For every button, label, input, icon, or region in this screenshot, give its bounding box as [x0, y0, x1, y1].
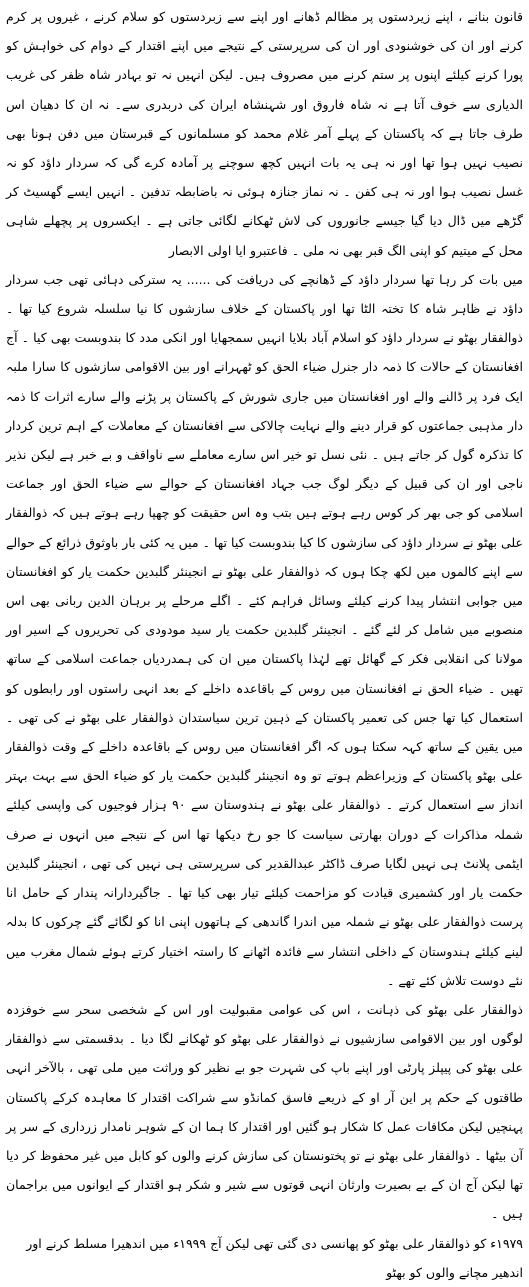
- article-paragraph-1: قانون بنانے ، اپنے زیردستوں پر مظالم ڈھانے اور اپنے سے زبردستوں کو سلام کرنے ، غیروں پر کرم کرنے اور ان کی خوشنودی اور ان کی سرپرستی کے نتیجے میں اپنے اقتدار کے دوام کی خواہش کو پورا کرنے کیلئے اپنوں پر ستم کرنے میں مصروف ہیں۔ لیکن انہیں نہ تو بہادر شاہ ظفر کی غریب الدیاری سے خوف آتا ہے نہ شاہ فاروق اور شہنشاہ ایران کی دربدری سے۔ نہ ان کا دھیان اس طرف جاتا ہے کہ پاکستان کے پہلے آمر غلام محمد کو مسلمانوں کے قبرستان میں دفن ہونا بھی نصیب نہیں ہوا تھا اور نہ ہی یہ بات انہیں کچھ سوچنے پر آمادہ کرے گی کہ سردار داؤد کو نہ غسل نصیب ہوا اور نہ ہی کفن ۔ نہ نماز جنازہ ہوئی نہ باضابطہ تدفین ۔ انہیں ایسے گھسیٹ کر گڑھے میں ڈال دیا گیا جیسے جانوروں کی لاش ٹھکانے لگائی جاتی ہے ۔ ایکسروں پر پچھلے شاہی محل کے میتیم کو اپنی الگ قبر بھی نہ ملی ۔ فاعتبرو ایا اولی الابصار: [6, 9, 523, 258]
- article-paragraph-4: ۱۹۷۹ء کو ذوالفقار علی بھٹو کو پھانسی دی گئی تھی لیکن آج ۱۹۹۹ء میں اندھیرا مسلط کرنے اور اندھیر مچانے والوں کو بھٹو: [26, 1235, 523, 1280]
- article-paragraph-2: میں بات کر رہا تھا سردار داؤد کے ڈھانچے کی دریافت کی ...... یہ سترکی دہائی تھی جب سردار داؤد نے ظاہر شاہ کا تختہ الٹا تھا اور پاکستان کے خلاف سازشوں کا نیا سلسلہ شروع کیا تھا ۔ ذوالفقار بھٹو نے سردار داؤد کو اسلام آباد بلایا انہیں سمجھایا اور انکی مدد کا بندوبست بھی کیا ۔ آج افغانستان کے حالات کا ذمہ دار جنرل ضیاء الحق کو ٹھہرانے اور بین الاقوامی سازشوں کا سارا ملبہ ایک فرد پر ڈالنے والے اور افغانستان میں جاری شورش کے پاکستان پر پڑنے والے سارے اثرات کا ذمہ دار مذہبی جماعتوں کو قرار دینے والے نہایت چالاکی سے افغانستان کے معاملات کے اہم ترین کردار کا تذکرہ گول کر جاتے ہیں ۔ نئی نسل تو خیر اس سارے معاملے سے ناواقف و بے خبر ہے لیکن نذیر ناجی اور ان کی قبیل کے دیگر لوگ جب جہاد افغانستان کے حوالے سے ضیاء الحق اور جماعت اسلامی کو جی بھر کر کوس رہے ہوتے ہیں بتب وہ اس حقیقت کو چھپا رہے ہوتے ہیں کہ ذوالفقار علی بھٹو نے سردار داؤد کی سازشوں کا کیا بندوبست کیا تھا ۔ میں یہ کئی بار باوثوق ذرائع کے حوالے سے اپنے کالموں میں لکھ چکا ہوں کہ ذوالفقار علی بھٹو نے انجینئر گلبدین حکمت یار کو افغانستان میں جوابی انتشار پیدا کرنے کیلئے وسائل فراہم کئے ۔ اگلے مرحلے پر برہان الدین ربانی بھی اس منصوبے میں شامل کر لئے گئے ۔ انجینئر گلبدین حکمت یار سید مودودی کی تحریروں کے اسیر اور مولانا کی انقلابی فکر کے گھائل تھے لہٰذا پاکستان میں ان کی ہمدردیاں جماعت اسلامی کے ساتھ تھیں ۔ ضیاء الحق نے افغانستان میں روس کے باقاعدہ داخلے کے بعد انہی راستوں اور رابطوں کو استعمال کیا تھا جس کی تعمیر پاکستان کے ذہین ترین سیاستدان ذوالفقار علی بھٹو نے کی تھی ۔ میں یقین کے ساتھ کہہ سکتا ہوں کہ اگر افغانستان میں روس کے باقاعدہ داخلے کے وقت ذوالفقار علی بھٹو پاکستان کے وزیراعظم ہوتے تو وہ انجینئر گلبدین حکمت یار کو ضیاء الحق سے بہت بہتر انداز سے استعمال کرتے ۔ ذوالفقار علی بھٹو نے ہندوستان سے ۹۰ ہزار فوجیوں کی واپسی کیلئے شملہ مذاکرات کے دوران بھارتی سیاست کا جو رخ دیکھا تھا اس کے نتیجے میں انہوں نے صرف ایٹمی پلانٹ ہی نہیں لگایا صرف ڈاکٹر عبدالقدیر کی سرپرستی ہی نہیں کی تھی ، انجینئر گلبدین حکمت یار اور کشمیری قیادت کو مزاحمت کیلئے تیار بھی کیا تھا ۔ جاگیردارانہ پندار کے حامل انا پرست ذوالفقار علی بھٹو نے شملہ میں اندرا گاندھی کے ہاتھوں اپنی انا کو لگائے گئے چرکوں کا بدلہ لینے کیلئے ہندوستان کے داخلی انتشار سے فائدہ اٹھانے کا راستہ اختیار کرتے ہوئے شمال مغرب میں نئے دوست تلاش کئے تھے ۔: [6, 271, 523, 988]
- article-paragraph-3: ذوالفقار علی بھٹو کی ذہانت ، اس کی عوامی مقبولیت اور اس کے شخصی سحر سے خوفزدہ لوگوں اور بین الاقوامی سازشیوں نے ذوالفقار علی بھٹو کو ٹھکانے لگا دیا ۔ بدقسمتی سے ذوالفقار علی بھٹو کی پیپلز پارٹی اور اپنے باپ کی شہرت جو بے نظیر کو وراثت میں ملی تھی ، بالآخر انہی طاقتوں کے حکم پر این آر او کے ذریعے فاسق کمانڈو سے شراکت اقتدار کا معاہدہ کرکے پاکستان پہنچیں لیکن مکافات عمل کا شکار ہو گئیں اور اقتدار کا ہما ان کے شوہر نامدار زرداری کے سر پر آن بیٹھا ۔ ذوالفقار علی بھٹو نے تو پختونستان کی سازش کرنے والوں کو کابل میں غیر محفوظ کر دیا تھا لیکن آج ان کے بے بصیرت وارثان انہی قوتوں سے شیر و شکر ہو اقتدار کے ایوانوں میں براجمان ہیں ۔: [6, 1001, 523, 1222]
